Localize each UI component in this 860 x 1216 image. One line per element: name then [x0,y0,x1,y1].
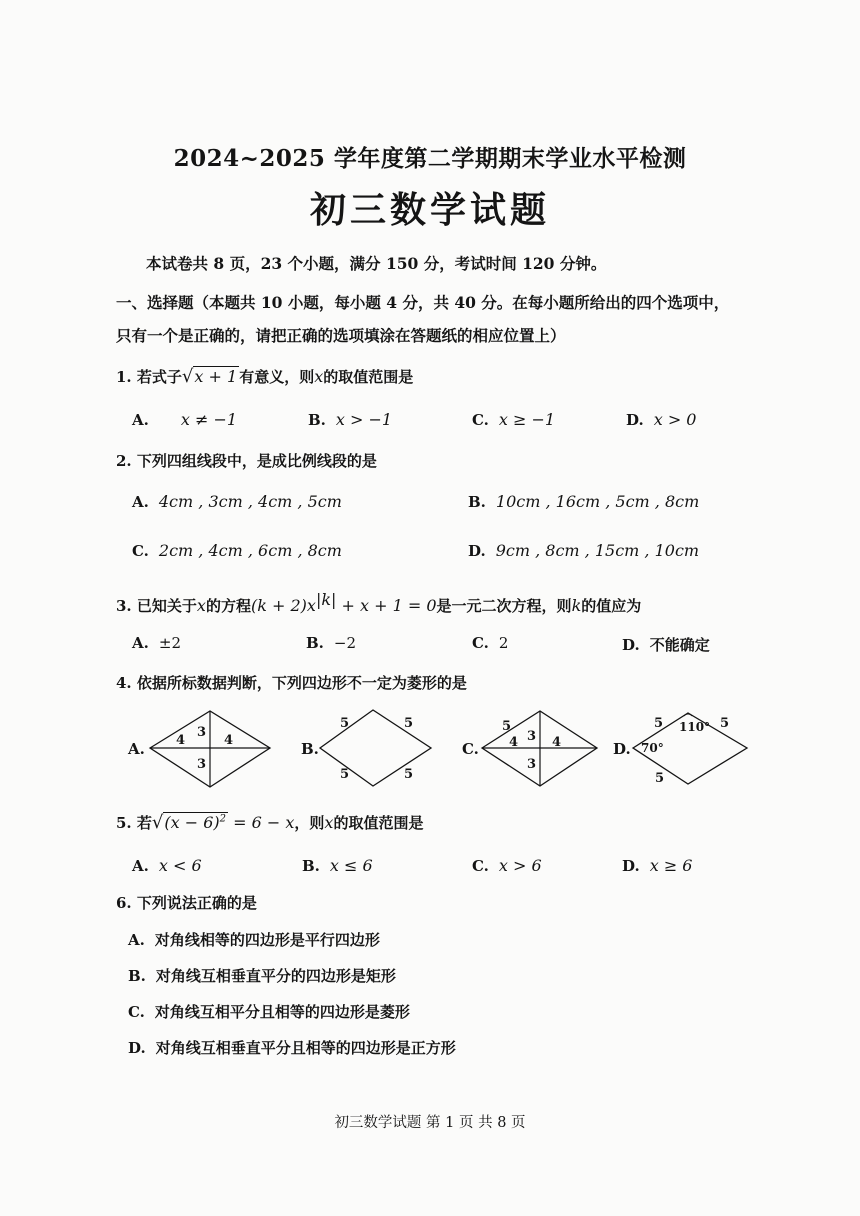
radicand: x + 1 [194,367,238,386]
option-a [132,492,342,511]
option-a-label: A. [128,740,145,758]
question-text: 的方程 [205,597,251,615]
option-value: 不能确定 [649,636,710,654]
option-a [132,634,181,652]
question-number: 2. [116,452,132,470]
exam-period-heading: 2024~2025 学年度第二学期期末学业水平检测 [173,145,687,172]
question-5-stem [116,812,423,833]
option-label: C. [132,542,149,560]
figure-b-label: 5 [340,767,350,782]
option-label: A. [132,493,149,511]
option-c [472,856,542,875]
option-b-label: B. [301,740,319,758]
question-4-stem [116,672,467,693]
option-c [472,634,508,652]
option-value: ±2 [158,634,181,652]
figure-d-label: 5 [655,771,665,786]
option-value: 对角线相等的四边形是平行四边形 [154,931,380,949]
option-value: 9cm , 8cm , 15cm , 10cm [495,541,700,560]
option-value: x ≠ −1 [180,410,238,429]
option-b [308,410,392,429]
exam-intro: 本试卷共 8 页，23 个小题，满分 150 分，考试时间 120 分钟。 [146,254,607,273]
question-number: 5. [116,814,132,832]
option-value: −2 [333,634,357,652]
equation: + x + 1 = 0 [336,596,437,615]
option-value: 对角线互相垂直平分且相等的四边形是正方形 [155,1039,456,1057]
question-6-stem [116,892,257,913]
figure-d-label: 5 [720,716,730,731]
question-2-stem [116,450,377,471]
option-c [132,541,342,560]
variable: x [314,367,324,386]
page-footer: 初三数学试题 第 1 页 共 8 页 [334,1115,526,1131]
question-text: 已知关于 [136,597,197,615]
question-number: 4. [116,674,132,692]
option-a [128,929,380,950]
figure-c-label: 5 [502,719,512,734]
figure-c-label: 4 [552,735,562,750]
figure-d-label: 110° [679,720,711,734]
figure-a-label: 4 [224,733,234,748]
variable: x [196,596,206,615]
question-text: 依据所标数据判断，下列四边形不一定为菱形的是 [136,674,467,692]
option-a [132,856,202,875]
option-label: A. [132,857,149,875]
option-value: x > −1 [335,410,393,429]
option-c [128,1001,410,1022]
option-value: 10cm , 16cm , 5cm , 8cm [495,492,700,511]
option-label: B. [306,634,324,652]
option-value: 对角线互相平分且相等的四边形是菱形 [154,1003,410,1021]
equation: (k + 2)x [250,596,316,615]
option-b [468,492,699,511]
option-label: D. [128,1039,146,1057]
variable: x [324,813,334,832]
figure-a-label: 3 [197,725,207,740]
question-1-stem [116,366,413,387]
option-c [472,410,555,429]
option-d [626,410,696,429]
option-d [128,1037,456,1058]
option-d [622,634,710,655]
question-text: 下列说法正确的是 [136,894,257,912]
radical-sign: √ [151,812,164,833]
option-label: B. [128,967,146,985]
option-b [128,965,396,986]
section-instructions-line1: 一、选择题（本题共 10 小题，每小题 4 分，共 40 分。在每小题所给出的四个选项中， [116,293,730,312]
option-value: 2cm , 4cm , 6cm , 8cm [158,541,342,560]
question-text: 的值应为 [581,597,642,615]
option-value: x ≥ −1 [498,410,556,429]
figure-c-label: 4 [509,735,519,750]
figure-b-label: 5 [404,716,414,731]
option-value: x > 0 [653,410,697,429]
option-d [468,541,699,560]
question-text: ，则 [294,814,325,832]
figure-b-label: 5 [340,716,350,731]
figure-a-label: 3 [197,757,207,772]
figure-a-label: 4 [176,733,186,748]
option-value: x > 6 [498,856,542,875]
option-label: C. [472,857,489,875]
equation: = 6 − x [228,813,295,832]
question-text: 若 [136,814,152,832]
figure-c-label: 3 [527,729,537,744]
figure-b-rhombus [320,710,431,786]
option-value: x < 6 [158,856,202,875]
option-value: x ≥ 6 [649,856,693,875]
option-value: 对角线互相垂直平分的四边形是矩形 [155,967,396,985]
question-text: 的取值范围是 [333,814,424,832]
option-value: 4cm , 3cm , 4cm , 5cm [158,492,342,511]
question-text: 是一元二次方程，则 [436,597,572,615]
exam-title: 初三数学试题 [309,189,550,231]
question-3-stem [116,590,641,616]
section-instructions [116,286,729,352]
option-b [306,634,356,652]
question-4-figures [120,700,760,800]
radicand [163,812,228,832]
question-text: 有意义，则 [239,368,315,386]
question-number: 6. [116,894,132,912]
option-label: A. [128,931,145,949]
figure-d-angle-mark [684,714,692,716]
option-a [132,410,237,429]
figure-d-label: 70° [641,741,664,755]
radical-sign: √ [181,366,194,387]
section-instructions-line2: 只有一个是正确的，请把正确的选项填涂在答题纸的相应位置上） [116,326,566,345]
option-d [622,856,692,875]
option-label: D. [626,411,644,429]
option-c-label: C. [462,740,479,758]
question-number: 1. [116,368,132,386]
radicand-base: (x − 6) [164,813,220,832]
option-value: 2 [498,634,509,652]
option-label: A. [132,411,149,429]
option-label: C. [472,411,489,429]
question-text: 下列四组线段中，是成比例线段的是 [136,452,377,470]
exponent: |k| [315,590,337,609]
question-number: 3. [116,597,132,615]
option-label: D. [622,857,640,875]
figure-c-label: 3 [527,757,537,772]
question-text: 若式子 [136,368,182,386]
option-label: D. [622,636,640,654]
figure-d-label: 5 [654,716,664,731]
option-label: B. [308,411,326,429]
option-d-label: D. [613,740,631,758]
option-b [302,856,373,875]
option-label: B. [468,493,486,511]
option-value: x ≤ 6 [329,856,373,875]
figure-b-label: 5 [404,767,414,782]
question-text: 的取值范围是 [323,368,414,386]
option-label: C. [128,1003,145,1021]
option-label: A. [132,634,149,652]
option-label: B. [302,857,320,875]
variable: k [571,596,582,615]
exponent: 2 [219,813,227,825]
option-label: C. [472,634,489,652]
option-label: D. [468,542,486,560]
